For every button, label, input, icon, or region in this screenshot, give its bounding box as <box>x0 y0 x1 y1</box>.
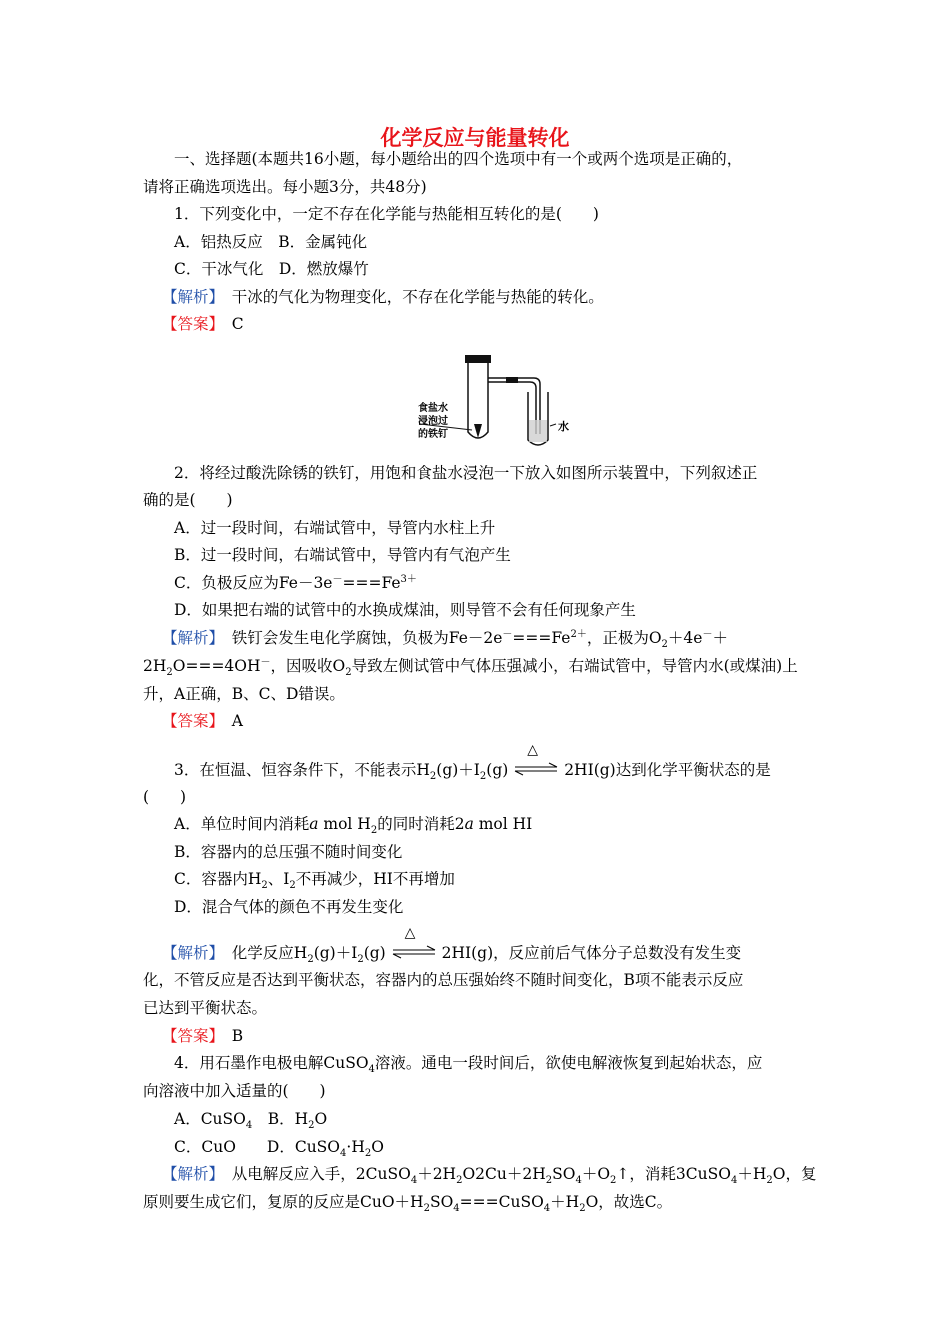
answer-label: 【答案】 <box>162 1027 217 1045</box>
q4-analysis-2: 原则要生成它们，复原的反应是$CuO+H_2SO_4===CuSO_4+H_2O$，故选C。 <box>143 1193 673 1215</box>
q2-option-a: A．过一段时间，右端试管中，导管内水柱上升 <box>174 519 496 537</box>
q2-analysis-1: 【解析】 铁钉会发生电化学腐蚀，负极为$Fe-2e^-===Fe^{2+}$，正极为$O_2+4e^-+$ <box>162 628 728 651</box>
page-title: 化学反应与能量转化 <box>380 126 570 150</box>
q2-option-c: C．负极反应为$Fe-3e^-===Fe^{3+}$ <box>174 573 417 592</box>
q4-options-cd: C．CuO D．$CuSO_4\cdot H_2O$ <box>174 1138 384 1160</box>
q2-option-b: B．过一段时间，右端试管中，导管内有气泡产生 <box>174 546 511 564</box>
q1-stem: 1．下列变化中，一定不存在化学能与热能相互转化的是( ) <box>174 205 599 223</box>
q4-stem-2: 向溶液中加入适量的( ) <box>143 1082 326 1100</box>
q2-answer-value: A <box>231 712 243 730</box>
q3-analysis-1: 【解析】 化学反应$H_2(g)+I_2(g)$ △ 2HI(g)，反应前后气体分子总数没有发生变 <box>162 925 742 966</box>
q1-answer <box>162 314 826 334</box>
q2-answer <box>162 711 826 731</box>
answer-label: 【答案】 <box>162 712 217 730</box>
q2-analysis-2: $2H_2O===4OH^-$，因吸收$O_2$导致左侧试管中气体压强减小，右端试管中，导管内水(或煤油)上 <box>143 656 798 679</box>
q3-option-b: B．容器内的总压强不随时间变化 <box>174 843 403 861</box>
q1-analysis-text: 干冰的气化为物理变化，不存在化学能与热能的转化。 <box>231 288 604 306</box>
q4-stem-1: 4．用石墨作电极电解CuSO$_4$溶液。通电一段时间后，欲使电解液恢复到起始状态，应 <box>174 1054 763 1076</box>
q1-answer-value: C <box>231 315 244 333</box>
q3-option-d: D．混合气体的颜色不再发生变化 <box>174 898 404 916</box>
figure-label-nail-2: 浸泡过 <box>418 416 448 427</box>
section-intro-line1: 一、选择题(本题共16小题，每小题给出的四个选项中有一个或两个选项是正确的， <box>174 150 743 168</box>
nail-shape <box>474 424 482 438</box>
figure-label-water: 水 <box>558 420 569 433</box>
q1-analysis <box>162 287 826 307</box>
q3-option-c: C．容器内$H_2$、$I_2$不再减少，HI不再增加 <box>174 870 455 892</box>
q4-options-ab: A．CuSO$_4$ B．$H_2O$ <box>174 1110 328 1132</box>
q1-options-cd: C．干冰气化 D．燃放爆竹 <box>174 260 369 278</box>
analysis-label: 【解析】 <box>162 629 217 647</box>
answer-label: 【答案】 <box>162 315 217 333</box>
q3-answer-value: B <box>231 1027 244 1045</box>
q3-answer <box>162 1026 826 1046</box>
q1-options-ab: A．铝热反应 B．金属钝化 <box>174 233 368 251</box>
q3-analysis-2: 化，不管反应是否达到平衡状态，容器内的总压强始终不随时间变化，B项不能表示反应 <box>143 971 744 989</box>
q3-option-a: A．单位时间内消耗a mol $H_2$的同时消耗2a mol HI <box>174 815 533 837</box>
q2-analysis-3: 升，A正确，B、C、D错误。 <box>143 685 345 703</box>
q3-stem-2: ( ) <box>143 788 187 806</box>
q2-stem-1: 2．将经过酸洗除锈的铁钉，用饱和食盐水浸泡一下放入如图所示装置中，下列叙述正 <box>174 464 758 482</box>
stopper-shape <box>465 355 491 363</box>
q2-option-d: D．如果把右端的试管中的水换成煤油，则导管不会有任何现象产生 <box>174 601 636 619</box>
water-shape <box>529 420 547 442</box>
analysis-label: 【解析】 <box>162 944 217 962</box>
q4-analysis-1: 【解析】 从电解反应入手，$2CuSO_4+2H_2O2Cu+2H_2SO_4+O_2↑$，消耗$3CuSO_4+H_2O$，复 <box>162 1165 817 1187</box>
equilibrium-arrow-icon: △ <box>513 760 559 780</box>
q3-stem-1: 3．在恒温、恒容条件下，不能表示$H_2(g)+I_2(g)$ △ 2HI(g)达到化学平衡状态的是 <box>174 742 771 783</box>
analysis-label: 【解析】 <box>162 1165 217 1183</box>
q2-stem-2: 确的是( ) <box>143 491 233 509</box>
figure-label-nail-1: 食盐水 <box>418 403 448 414</box>
q3-analysis-3: 已达到平衡状态。 <box>143 999 268 1017</box>
apparatus-figure <box>410 352 570 456</box>
analysis-label: 【解析】 <box>162 288 217 306</box>
figure-label-nail-3: 的铁钉 <box>418 429 448 440</box>
equilibrium-arrow-icon: △ <box>391 943 437 963</box>
section-intro-line2: 请将正确选项选出。每小题3分，共48分) <box>143 178 427 196</box>
